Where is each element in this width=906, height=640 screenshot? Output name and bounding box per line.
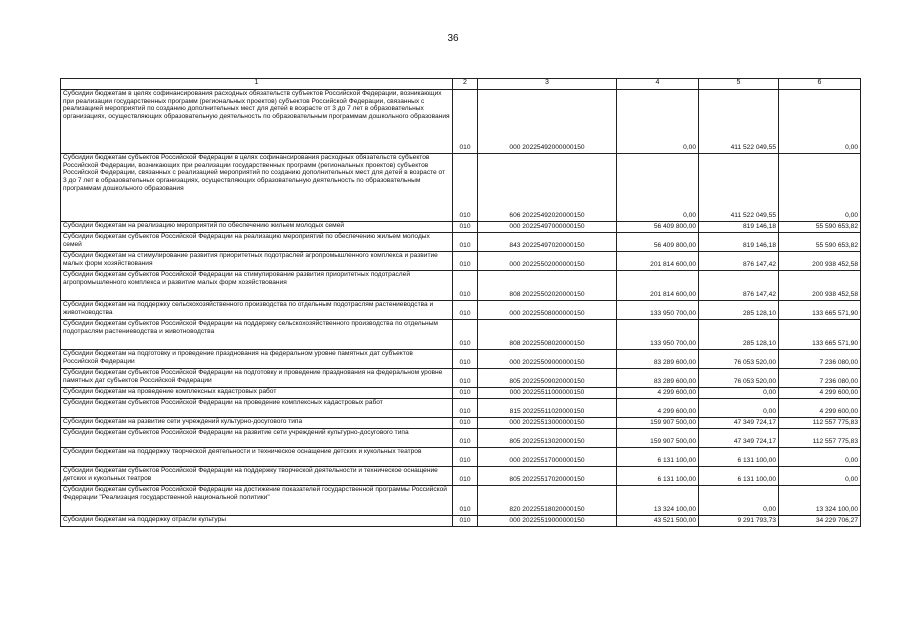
table-row	[61, 448, 861, 467]
row-name-cell: Субсидии бюджетам на проведение комплексных кадастровых работ	[61, 388, 453, 399]
row-kbk-cell: 805 20225513020000150	[478, 429, 617, 448]
row-plan-cell: 201 814 600,00	[617, 252, 699, 271]
row-actual-cell: 411 522 049,55	[699, 154, 779, 222]
row-name-cell: Субсидии бюджетам субъектов Российской Федерации на достижение показателей государственной программы Российской Федерации "Реализация государственной национальной политики"	[61, 486, 453, 516]
row-code-cell: 010	[453, 399, 478, 418]
row-actual-cell: 9 291 793,73	[699, 516, 779, 527]
row-remainder-cell: 34 229 706,27	[779, 516, 861, 527]
row-kbk-cell: 843 20225497020000150	[478, 233, 617, 252]
row-name-cell: Субсидии бюджетам на стимулирование развития приоритетных подотраслей агропромышленного комплекса и развитие малых форм хозяйствования	[61, 252, 453, 271]
row-remainder-cell: 4 299 600,00	[779, 388, 861, 399]
row-actual-cell: 0,00	[699, 388, 779, 399]
row-name-cell: Субсидии бюджетам субъектов Российской Федерации на подготовку и проведение празднования на федеральном уровне памятных дат субъектов Российской Федерации	[61, 369, 453, 388]
row-actual-cell: 819 146,18	[699, 222, 779, 233]
row-remainder-cell: 200 938 452,58	[779, 252, 861, 271]
row-code-cell: 010	[453, 271, 478, 301]
table-header-row	[61, 79, 861, 90]
row-actual-cell: 47 349 724,17	[699, 418, 779, 429]
table-row	[61, 222, 861, 233]
row-name-cell: Субсидии бюджетам субъектов Российской Федерации на поддержку сельскохозяйственного производства по отдельным подотраслям растениеводства и животноводства	[61, 320, 453, 350]
table-row	[61, 486, 861, 516]
row-code-cell: 010	[453, 90, 478, 154]
row-kbk-cell: 000 20225502000000150	[478, 252, 617, 271]
row-plan-cell: 83 289 600,00	[617, 369, 699, 388]
row-code-cell: 010	[453, 154, 478, 222]
row-actual-cell: 0,00	[699, 486, 779, 516]
row-kbk-cell: 606 20225492020000150	[478, 154, 617, 222]
row-plan-cell: 0,00	[617, 154, 699, 222]
row-plan-cell: 56 409 800,00	[617, 222, 699, 233]
table-row	[61, 429, 861, 448]
column-header: 3	[478, 79, 617, 90]
row-code-cell: 010	[453, 320, 478, 350]
row-actual-cell: 285 128,10	[699, 320, 779, 350]
row-actual-cell: 876 147,42	[699, 252, 779, 271]
row-plan-cell: 133 950 700,00	[617, 301, 699, 320]
row-code-cell: 010	[453, 252, 478, 271]
column-header: 2	[453, 79, 478, 90]
row-remainder-cell: 112 557 775,83	[779, 418, 861, 429]
page-number: 36	[447, 33, 459, 44]
row-kbk-cell: 000 20225517000000150	[478, 448, 617, 467]
row-plan-cell: 56 409 800,00	[617, 233, 699, 252]
table-row	[61, 301, 861, 320]
table-row	[61, 369, 861, 388]
row-name-cell: Субсидии бюджетам субъектов Российской Федерации на стимулирование развития приоритетных подотраслей агропромышленного комплекса и развитие малых форм хозяйствования	[61, 271, 453, 301]
row-remainder-cell: 0,00	[779, 448, 861, 467]
row-remainder-cell: 7 236 080,00	[779, 369, 861, 388]
row-name-cell: Субсидии бюджетам субъектов Российской Федерации на поддержку творческой деятельности и техническое оснащение детских и кукольных театров	[61, 467, 453, 486]
row-actual-cell: 411 522 049,55	[699, 90, 779, 154]
row-actual-cell: 876 147,42	[699, 271, 779, 301]
row-actual-cell: 819 146,18	[699, 233, 779, 252]
table-row	[61, 418, 861, 429]
row-kbk-cell: 000 20225511000000150	[478, 388, 617, 399]
row-kbk-cell: 000 20225492000000150	[478, 90, 617, 154]
row-kbk-cell: 000 20225509000000150	[478, 350, 617, 369]
row-name-cell: Субсидии бюджетам в целях софинансирования расходных обязательств субъектов Российской Федерации, возникающих при реализации государственных программ (региональных проектов) субъектов Российской Федерации, связанных с реализацией мероприятий по созданию дополнительных мест для детей в возрасте от 3 до 7 лет в образовательных организациях, осуществляющих образовательную деятельность по образовательным программам дошкольного образования	[61, 90, 453, 154]
row-actual-cell: 0,00	[699, 399, 779, 418]
row-name-cell: Субсидии бюджетам субъектов Российской Федерации на развитие сети учреждений культурно-досугового типа	[61, 429, 453, 448]
row-remainder-cell: 55 590 653,82	[779, 222, 861, 233]
row-code-cell: 010	[453, 516, 478, 527]
row-plan-cell: 13 324 100,00	[617, 486, 699, 516]
row-plan-cell: 201 814 600,00	[617, 271, 699, 301]
row-code-cell: 010	[453, 301, 478, 320]
row-code-cell: 010	[453, 369, 478, 388]
row-plan-cell: 159 907 500,00	[617, 429, 699, 448]
row-code-cell: 010	[453, 350, 478, 369]
row-kbk-cell: 815 20225511020000150	[478, 399, 617, 418]
row-plan-cell: 4 299 600,00	[617, 388, 699, 399]
column-header: 4	[617, 79, 699, 90]
row-remainder-cell: 133 665 571,90	[779, 301, 861, 320]
row-plan-cell: 159 907 500,00	[617, 418, 699, 429]
row-actual-cell: 47 349 724,17	[699, 429, 779, 448]
row-code-cell: 010	[453, 486, 478, 516]
row-remainder-cell: 55 590 653,82	[779, 233, 861, 252]
row-actual-cell: 76 053 520,00	[699, 369, 779, 388]
row-plan-cell: 43 521 500,00	[617, 516, 699, 527]
table-row	[61, 516, 861, 527]
row-plan-cell: 4 299 600,00	[617, 399, 699, 418]
row-code-cell: 010	[453, 448, 478, 467]
row-plan-cell: 133 950 700,00	[617, 320, 699, 350]
row-kbk-cell: 820 20225518020000150	[478, 486, 617, 516]
row-remainder-cell: 13 324 100,00	[779, 486, 861, 516]
table-row	[61, 467, 861, 486]
table-row	[61, 154, 861, 222]
row-name-cell: Субсидии бюджетам субъектов Российской Федерации на реализацию мероприятий по обеспечению жильем молодых семей	[61, 233, 453, 252]
table-row	[61, 350, 861, 369]
row-actual-cell: 285 128,10	[699, 301, 779, 320]
row-kbk-cell: 808 20225508020000150	[478, 320, 617, 350]
row-code-cell: 010	[453, 467, 478, 486]
row-code-cell: 010	[453, 388, 478, 399]
row-kbk-cell: 000 20225497000000150	[478, 222, 617, 233]
row-plan-cell: 83 289 600,00	[617, 350, 699, 369]
row-remainder-cell: 200 938 452,58	[779, 271, 861, 301]
row-actual-cell: 76 053 520,00	[699, 350, 779, 369]
row-remainder-cell: 4 299 600,00	[779, 399, 861, 418]
row-remainder-cell: 0,00	[779, 90, 861, 154]
table-row	[61, 388, 861, 399]
row-remainder-cell: 0,00	[779, 154, 861, 222]
row-remainder-cell: 0,00	[779, 467, 861, 486]
row-remainder-cell: 112 557 775,83	[779, 429, 861, 448]
column-header: 1	[61, 79, 453, 90]
row-name-cell: Субсидии бюджетам субъектов Российской Федерации на проведение комплексных кадастровых работ	[61, 399, 453, 418]
table-body	[61, 90, 861, 527]
row-code-cell: 010	[453, 222, 478, 233]
table-row	[61, 320, 861, 350]
row-remainder-cell: 133 665 571,90	[779, 320, 861, 350]
row-code-cell: 010	[453, 429, 478, 448]
row-kbk-cell: 808 20225502020000150	[478, 271, 617, 301]
row-actual-cell: 6 131 100,00	[699, 467, 779, 486]
row-name-cell: Субсидии бюджетам на подготовку и проведение празднования на федеральном уровне памятных дат субъектов Российской Федерации	[61, 350, 453, 369]
row-plan-cell: 0,00	[617, 90, 699, 154]
row-plan-cell: 6 131 100,00	[617, 467, 699, 486]
row-plan-cell: 6 131 100,00	[617, 448, 699, 467]
row-code-cell: 010	[453, 233, 478, 252]
table-row	[61, 399, 861, 418]
column-header: 6	[779, 79, 861, 90]
table-row	[61, 233, 861, 252]
column-header: 5	[699, 79, 779, 90]
table-row	[61, 90, 861, 154]
row-kbk-cell: 000 20225508000000150	[478, 301, 617, 320]
row-remainder-cell: 7 236 080,00	[779, 350, 861, 369]
row-name-cell: Субсидии бюджетам на поддержку творческой деятельности и техническое оснащение детских и кукольных театров	[61, 448, 453, 467]
row-code-cell: 010	[453, 418, 478, 429]
row-name-cell: Субсидии бюджетам на поддержку сельскохозяйственного производства по отдельным подотраслям растениеводства и животноводства	[61, 301, 453, 320]
budget-table	[60, 78, 861, 527]
row-actual-cell: 6 131 100,00	[699, 448, 779, 467]
row-kbk-cell: 000 20225519000000150	[478, 516, 617, 527]
table-row	[61, 252, 861, 271]
row-kbk-cell: 000 20225513000000150	[478, 418, 617, 429]
row-name-cell: Субсидии бюджетам на развитие сети учреждений культурно-досугового типа	[61, 418, 453, 429]
row-kbk-cell: 805 20225517020000150	[478, 467, 617, 486]
row-name-cell: Субсидии бюджетам субъектов Российской Федерации в целях софинансирования расходных обязательств субъектов Российской Федерации, возникающих при реализации государственных программ (региональных проектов) субъектов Российской Федерации, связанных с реализацией мероприятий по созданию дополнительных мест для детей в возрасте от 3 до 7 лет в образовательных организациях, осуществляющих образовательную деятельность по образовательным программам дошкольного образования	[61, 154, 453, 222]
row-kbk-cell: 805 20225509020000150	[478, 369, 617, 388]
table-row	[61, 271, 861, 301]
row-name-cell: Субсидии бюджетам на поддержку отрасли культуры	[61, 516, 453, 527]
row-name-cell: Субсидии бюджетам на реализацию мероприятий по обеспечению жильем молодых семей	[61, 222, 453, 233]
